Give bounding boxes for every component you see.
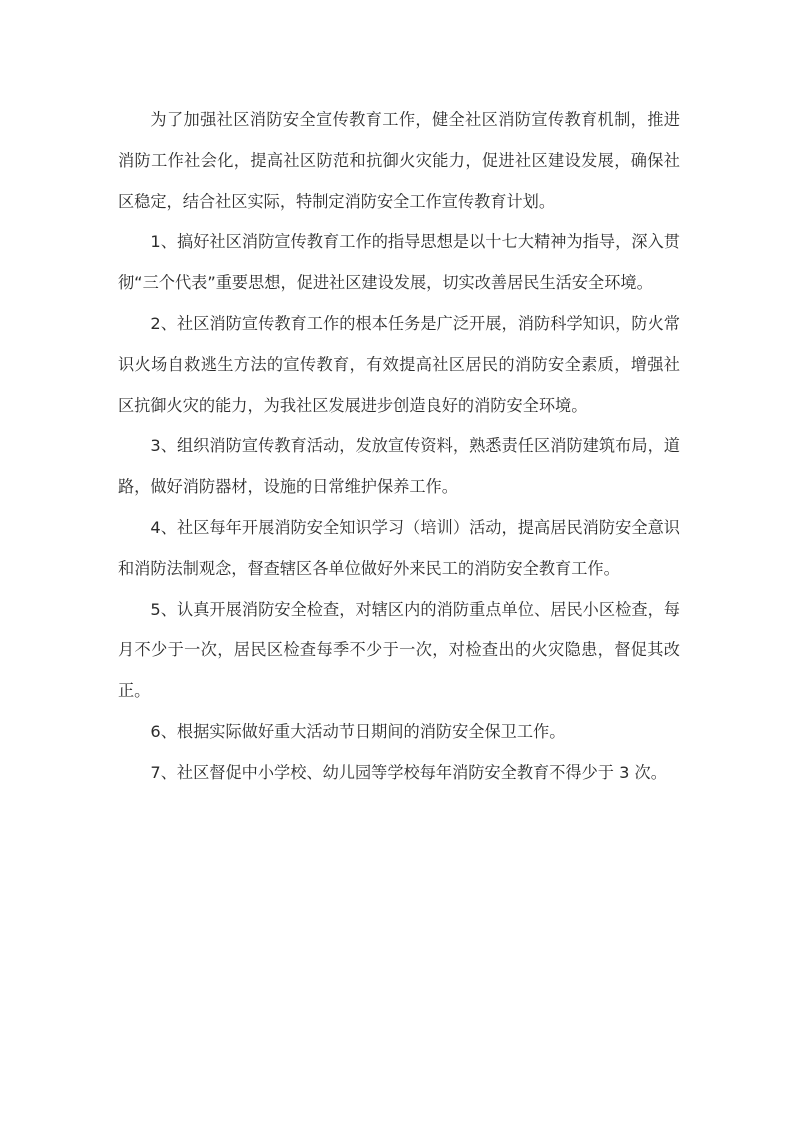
item-3-paragraph: 3、组织消防宣传教育活动，发放宣传资料，熟悉责任区消防建筑布局，道路，做好消防器材，设施的日常维护保养工作。: [118, 436, 680, 497]
item-1-paragraph: 1、搞好社区消防宣传教育工作的指导思想是以十七大精神为指导，深入贯彻“三个代表”重要思想，促进社区建设发展，切实改善居民生活安全环境。: [118, 232, 680, 293]
item-7-paragraph: 7、社区督促中小学校、幼儿园等学校每年消防安全教育不得少于 3 次。: [150, 762, 667, 782]
item-5-paragraph: 5、认真开展消防安全检查，对辖区内的消防重点单位、居民小区检查，每月不少于一次，居民区检查每季不少于一次，对检查出的火灾隐患，督促其改正。: [118, 599, 680, 701]
intro-paragraph: 为了加强社区消防安全宣传教育工作，健全社区消防宣传教育机制，推进消防工作社会化，提高社区防范和抗御火灾能力，促进社区建设发展，确保社区稳定，结合社区实际，特制定消防安全工作宣传教育计划。: [118, 110, 680, 211]
document-body: [118, 100, 680, 794]
item-4-paragraph: 4、社区每年开展消防安全知识学习（培训）活动，提高居民消防安全意识和消防法制观念，督查辖区各单位做好外来民工的消防安全教育工作。: [118, 517, 680, 578]
item-2-paragraph: 2、社区消防宣传教育工作的根本任务是广泛开展，消防科学知识，防火常识火场自救逃生方法的宣传教育，有效提高社区居民的消防安全素质，增强社区抗御火灾的能力，为我社区发展进步创造良好的消防安全环境。: [118, 313, 680, 415]
item-6-paragraph: 6、根据实际做好重大活动节日期间的消防安全保卫工作。: [150, 721, 566, 741]
